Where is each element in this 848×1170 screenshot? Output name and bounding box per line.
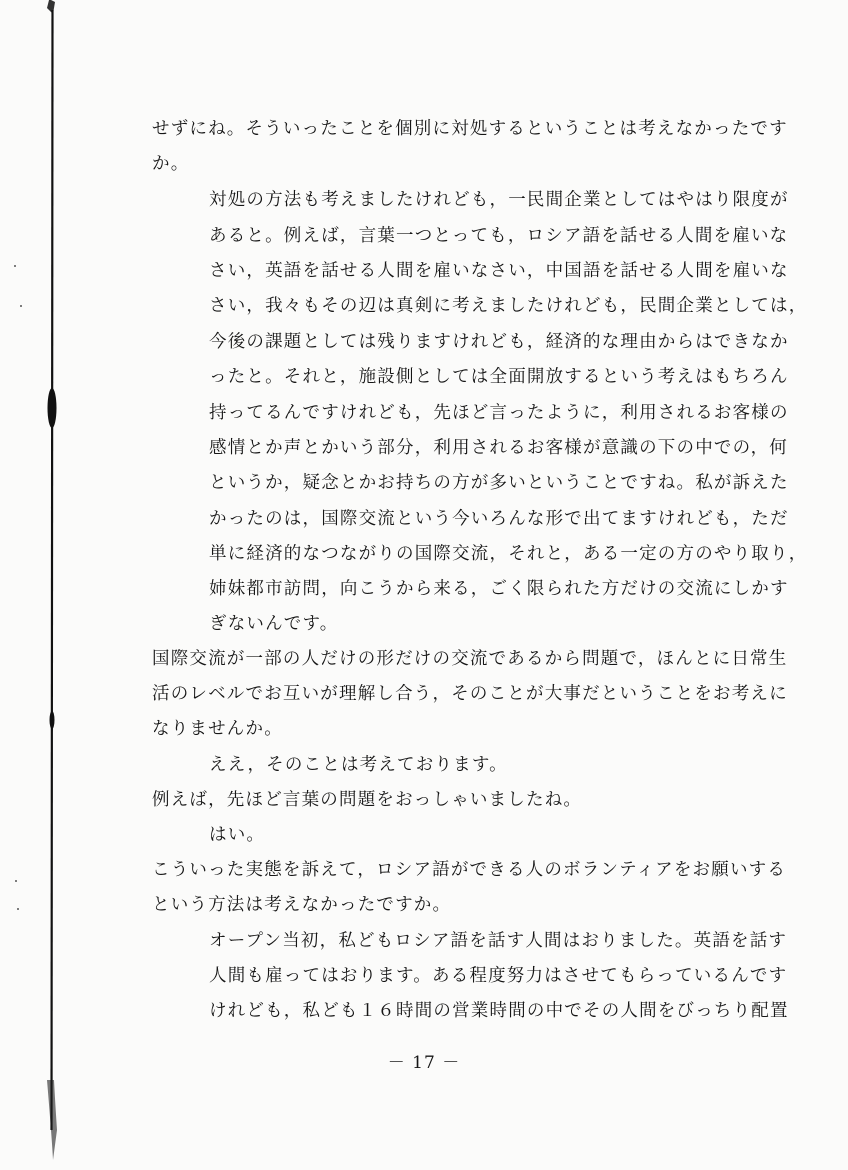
text-line: こういった実態を訴えて，ロシア語ができる人のボランティアをお願いする	[152, 860, 787, 880]
text-line: 国際交流が一部の人だけの形だけの交流であるから問題で，ほんとに日常生	[152, 649, 788, 669]
text-line: はい。	[209, 825, 266, 845]
text-line: オープン当初，私どもロシア語を話す人間はおりました。英語を話す	[209, 931, 788, 951]
text-line: なりませんか。	[152, 719, 283, 739]
text-line: せずにね。そういったことを個別に対処するということは考えなかったです	[152, 119, 788, 139]
text-line: ったと。それと，施設側としては全面開放するという考えはもちろん	[209, 367, 789, 387]
text-line: 活のレベルでお互いが理解し合う，そのことが大事だということをお考えに	[152, 684, 788, 704]
text-line: かったのは，国際交流という今いろんな形で出てますけれども，ただ	[209, 509, 789, 529]
text-line: 感情とか声とかいう部分，利用されるお客様が意識の下の中での，何	[209, 438, 788, 458]
text-line: 単に経済的なつながりの国際交流，それと，ある一定の方のやり取り，	[209, 544, 808, 564]
text-line: 姉妹都市訪問，向こうから来る，ごく限られた方だけの交流にしかす	[209, 579, 789, 599]
text-line: 人間も雇ってはおります。ある程度努力はさせてもらっているんです	[209, 966, 788, 986]
page-number: － 17 －	[387, 1053, 461, 1073]
text-line: けれども，私ども１６時間の営業時間の中でその人間をびっちり配置	[209, 1001, 789, 1021]
text-line: というか，疑念とかお持ちの方が多いということですね。私が訴えた	[209, 473, 789, 493]
text-line: 対処の方法も考えましたけれども，一民間企業としてはやはり限度が	[209, 190, 789, 210]
text-line: という方法は考えなかったですか。	[152, 895, 452, 915]
text-line: 今後の課題としては残りますけれども，経済的な理由からはできなか	[209, 332, 789, 352]
text-line: か。	[152, 154, 190, 174]
text-line: 例えば，先ほど言葉の問題をおっしゃいましたね。	[152, 790, 583, 810]
text-line: さい，英語を話せる人間を雇いなさい，中国語を話せる人間を雇いな	[209, 261, 789, 281]
text-line: あると。例えば，言葉一つとっても，ロシア語を話せる人間を雇いな	[209, 226, 789, 246]
text-line: 持ってるんですけれども，先ほど言ったように，利用されるお客様の	[209, 403, 789, 423]
text-line: ええ，そのことは考えております。	[209, 755, 508, 775]
text-line: ぎないんです。	[209, 614, 339, 634]
text-line: さい，我々もその辺は真剣に考えましたけれども，民間企業としては，	[209, 296, 808, 316]
